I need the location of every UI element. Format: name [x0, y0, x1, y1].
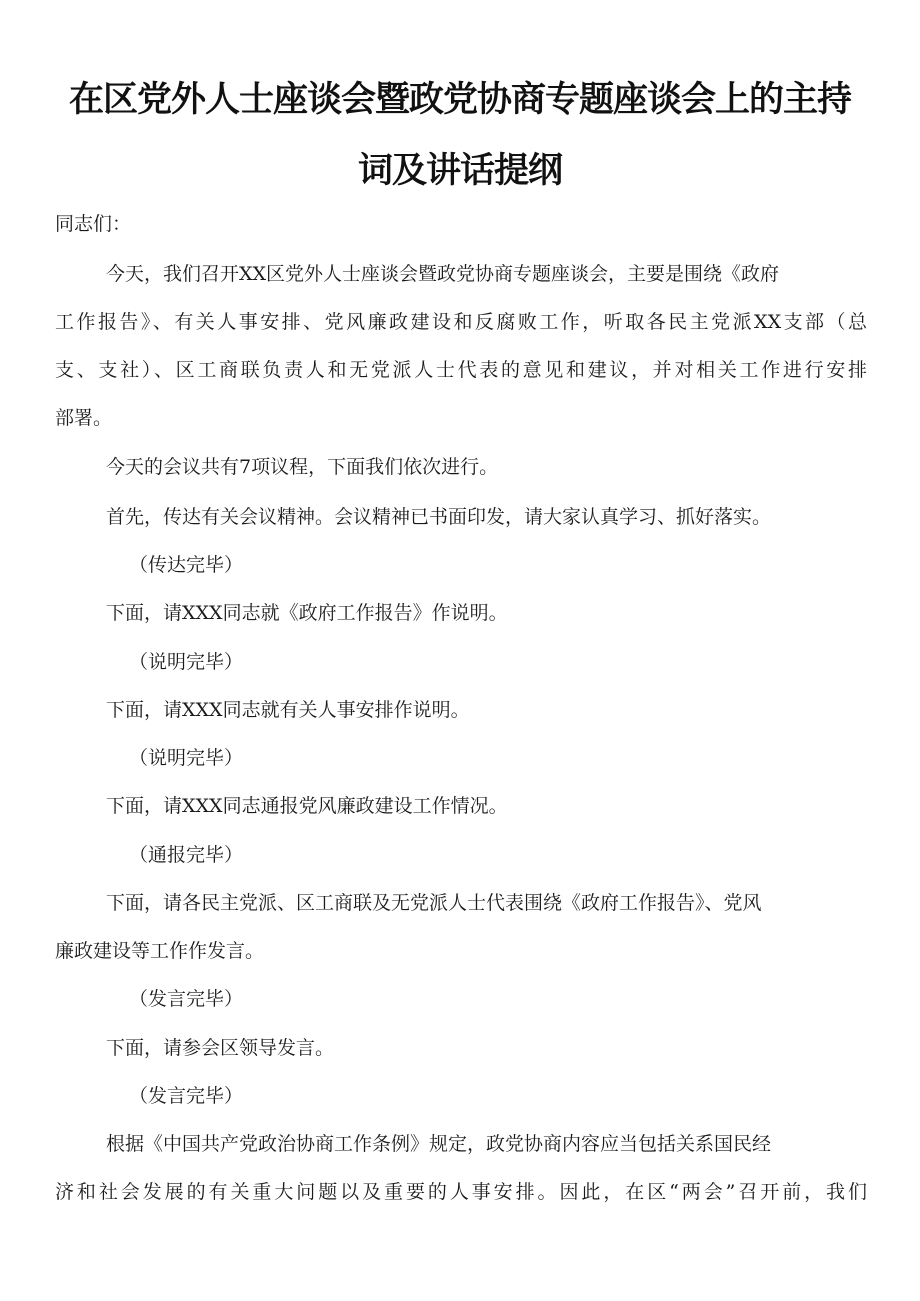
paragraph-1-line-3: 支、支社）、区工商联负责人和无党派人士代表的意见和建议，并对相关工作进行安排 — [55, 359, 867, 381]
agenda-note-5: （发言完毕） — [129, 988, 244, 1010]
agenda-note-2: （说明完毕） — [129, 651, 244, 673]
agenda-intro: 今天的会议共有7项议程，下面我们依次进行。 — [106, 456, 499, 478]
paragraph-1-line-1: 今天，我们召开XX区党外人士座谈会暨政党协商专题座谈会，主要是围绕《政府 — [106, 263, 780, 285]
agenda-item-5-line-2: 廉政建设等工作作发言。 — [55, 940, 265, 962]
agenda-note-1: （传达完毕） — [129, 554, 244, 576]
agenda-note-4: （通报完毕） — [129, 844, 244, 866]
agenda-note-6: （发言完毕） — [129, 1085, 244, 1107]
paragraph-1-line-4: 部署。 — [55, 407, 113, 429]
document-title-line-1: 在区党外人士座谈会暨政党协商专题座谈会上的主持 — [68, 80, 851, 120]
agenda-item-3: 下面，请XXX同志就有关人事安排作说明。 — [106, 699, 470, 721]
agenda-item-4: 下面，请XXX同志通报党风廉政建设工作情况。 — [106, 795, 508, 817]
closing-paragraph-line-1: 根据《中国共产党政治协商工作条例》规定，政党协商内容应当包括关系国民经 — [106, 1133, 772, 1155]
agenda-note-3: （说明完毕） — [129, 747, 244, 769]
agenda-item-2: 下面，请XXX同志就《政府工作报告》作说明。 — [106, 602, 508, 624]
paragraph-1-line-2: 工作报告》、有关人事安排、党风廉政建设和反腐败工作，听取各民主党派XX支部（总 — [55, 311, 867, 333]
agenda-item-1: 首先，传达有关会议精神。会议精神已书面印发，请大家认真学习、抓好落实。 — [106, 506, 772, 528]
closing-paragraph-line-2: 济和社会发展的有关重大问题以及重要的人事安排。因此，在区“两会”召开前，我们 — [55, 1181, 867, 1203]
agenda-item-6: 下面，请参会区领导发言。 — [106, 1037, 335, 1059]
agenda-item-5-line-1: 下面，请各民主党派、区工商联及无党派人士代表围绕《政府工作报告》、党风 — [106, 892, 762, 914]
document-title-line-2: 词及讲话提纲 — [357, 151, 562, 191]
greeting: 同志们： — [55, 213, 132, 235]
